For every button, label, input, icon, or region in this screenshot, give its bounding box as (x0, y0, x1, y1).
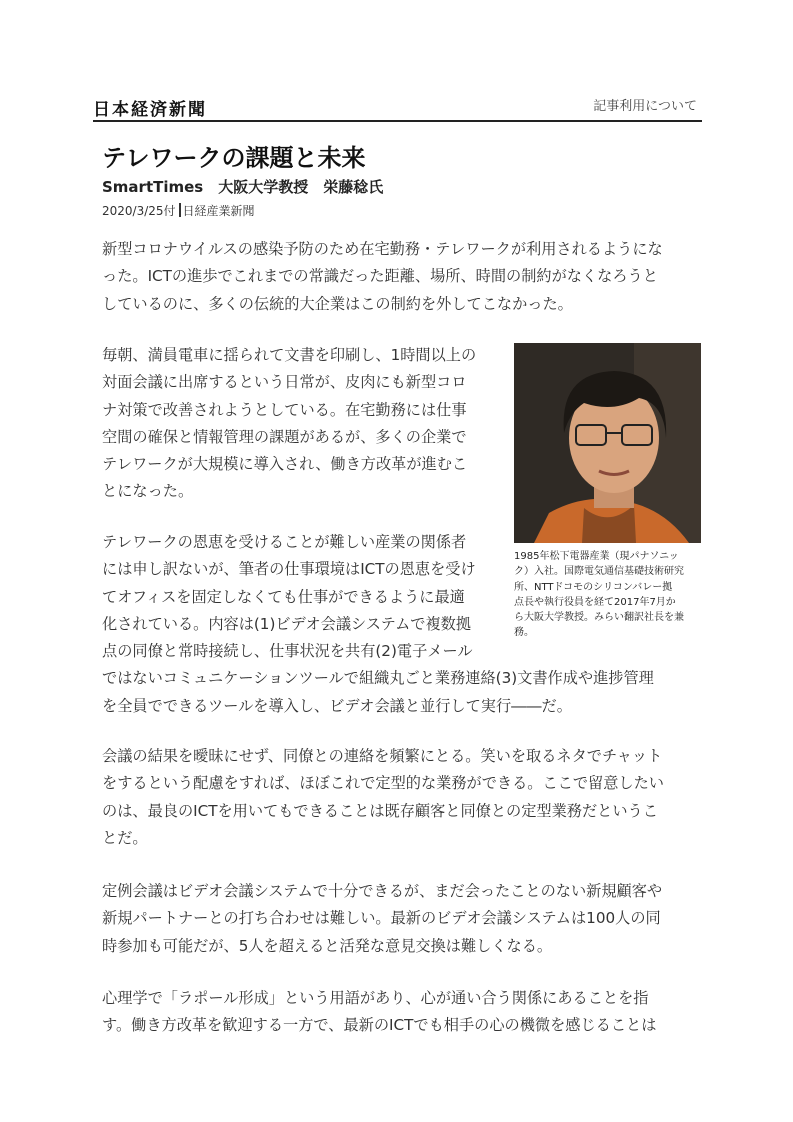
text-line: 空間の確保と情報管理の課題があるが、多くの企業で (102, 427, 467, 446)
text-line: 対面会議に出席するという日常が、皮肉にも新型コロ (102, 373, 467, 392)
text-line: のは、最良のICTを用いてもできることは既存顧客と同僚との定型業務だというこ (102, 801, 658, 820)
text-line: を全員でできるツールを導入し、ビデオ会議と並行して実行――だ。 (102, 696, 572, 715)
text-line: とだ。 (102, 828, 148, 847)
text-line: ナ対策で改善されようとしている。在宅勤務には仕事 (102, 400, 467, 419)
publish-date: 2020/3/25付 (102, 204, 176, 218)
paragraph-3 (102, 529, 702, 720)
article-title: テレワークの課題と未来 (102, 144, 366, 172)
text-line: った。ICTの進歩でこれまでの常識だった距離、場所、時間の制約がなくなろうと (102, 267, 658, 286)
article-usage-link[interactable]: 記事利用について (593, 99, 697, 114)
article-byline: SmartTimes 大阪大学教授 栄藤稔氏 (102, 178, 384, 196)
caption-line: 所、NTTドコモのシリコンバレー拠 (514, 581, 673, 593)
paragraph-1 (102, 236, 702, 318)
paragraph-5 (102, 878, 702, 960)
author-photo (514, 343, 701, 543)
text-line: 点の同僚と常時接続し、仕事状況を共有(2)電子メール (102, 642, 473, 661)
caption-line: 務。 (514, 627, 534, 639)
text-line: 毎朝、満員電車に揺られて文書を印刷し、1時間以上の (102, 346, 477, 364)
text-line: テレワークが大規模に導入され、働き方改革が進むこ (102, 455, 468, 474)
text-line: しているのに、多くの伝統的大企業はこの制約を外してこなかった。 (102, 294, 573, 313)
paragraph-4 (102, 743, 702, 852)
paragraph-2 (102, 342, 494, 506)
caption-line: ク）入社。国際電気通信基礎技術研究 (514, 566, 684, 578)
author-portrait-graphic (514, 343, 701, 543)
text-line: す。働き方改革を歓迎する一方で、最新のICTでも相手の心の機微を感じることは (102, 1016, 657, 1035)
text-line: 化されている。内容は(1)ビデオ会議システムで複数拠 (102, 614, 472, 633)
paragraph-6 (102, 985, 702, 1040)
text-line: てオフィスを固定しなくても仕事ができるように最適 (102, 587, 465, 606)
article-dateline (102, 202, 255, 219)
caption-line: 点長や執行役員を経て2017年7月か (514, 596, 676, 608)
header-divider (93, 120, 702, 122)
dateline-separator (179, 203, 181, 217)
nikkei-logo[interactable]: 日本経済新聞 (93, 100, 207, 120)
publication-source: 日経産業新聞 (182, 204, 255, 218)
text-line: 新規パートナーとの打ち合わせは難しい。最新のビデオ会議システムは100人の同 (102, 909, 661, 928)
text-line: 会議の結果を曖昧にせず、同僚との連絡を頻繁にとる。笑いを取るネタでチャット (102, 747, 663, 765)
text-line: には申し訳ないが、筆者の仕事環境はICTの恩恵を受け (102, 560, 476, 579)
caption-line: 1985年松下電器産業（現パナソニッ (514, 551, 679, 562)
text-line: をするという配慮をすれば、ほぼこれで定型的な業務ができる。ここで留意したい (102, 774, 664, 793)
text-line: 時参加も可能だが、5人を超えると活発な意見交換は難しくなる。 (102, 936, 553, 955)
text-line: 新型コロナウイルスの感染予防のため在宅勤務・テレワークが利用されるようにな (102, 240, 663, 258)
text-line: 心理学で「ラポール形成」という用語があり、心が通い合う関係にあることを指 (102, 989, 649, 1007)
text-line: テレワークの恩恵を受けることが難しい産業の関係者 (102, 533, 467, 551)
text-line: とになった。 (102, 482, 194, 501)
masthead (93, 95, 700, 121)
caption-line: ら大阪大学教授。みらい翻訳社長を兼 (514, 612, 684, 624)
text-line: ではないコミュニケーションツールで組織丸ごと業務連絡(3)文書作成や進捗管理 (102, 669, 654, 688)
text-line: 定例会議はビデオ会議システムで十分できるが、まだ会ったことのない新規顧客や (102, 882, 663, 900)
